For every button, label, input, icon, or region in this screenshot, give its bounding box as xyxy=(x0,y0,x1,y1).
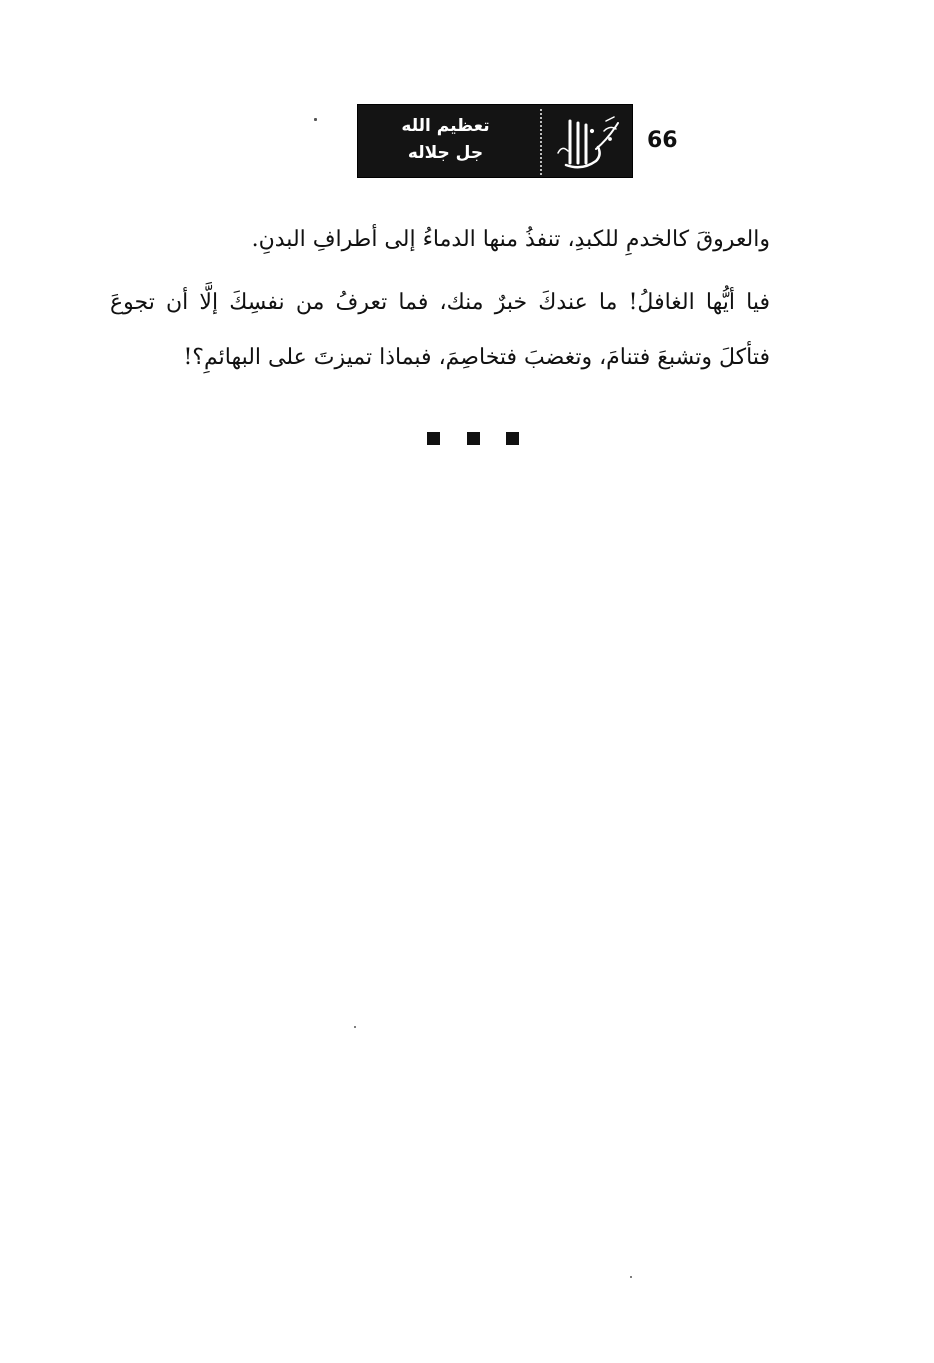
header-title xyxy=(368,113,523,167)
allah-calligraphy-icon xyxy=(548,109,628,175)
section-separator xyxy=(427,432,519,446)
header-title-line2: جل جلاله xyxy=(407,143,484,163)
page-header xyxy=(357,104,691,178)
header-title-box xyxy=(357,104,633,178)
separator-square xyxy=(427,432,440,445)
page-number: 66 xyxy=(647,128,678,153)
main-text xyxy=(110,212,770,393)
separator-square xyxy=(506,432,519,445)
paragraph-2: فيا أيُّها الغافلُ! ما عندكَ خبرٌ منك، فما تعرفُ من نفسِكَ إلَّا أن تجوعَ فتأكلَ وتشبعَ فتنامَ، وتغضبَ فتخاصِمَ، فبماذا تميزتَ على البهائمِ؟! xyxy=(110,290,770,370)
scan-speck xyxy=(314,118,317,121)
header-divider xyxy=(540,109,546,175)
paragraph-1: والعروقَ كالخدمِ للكبدِ، تنفذُ منها الدماءُ إلى أطرافِ البدنِ. xyxy=(251,227,770,252)
header-title-line1: تعظيم الله xyxy=(401,116,490,136)
scan-speck xyxy=(630,1276,632,1278)
separator-square xyxy=(467,432,480,445)
scan-speck xyxy=(354,1026,356,1028)
